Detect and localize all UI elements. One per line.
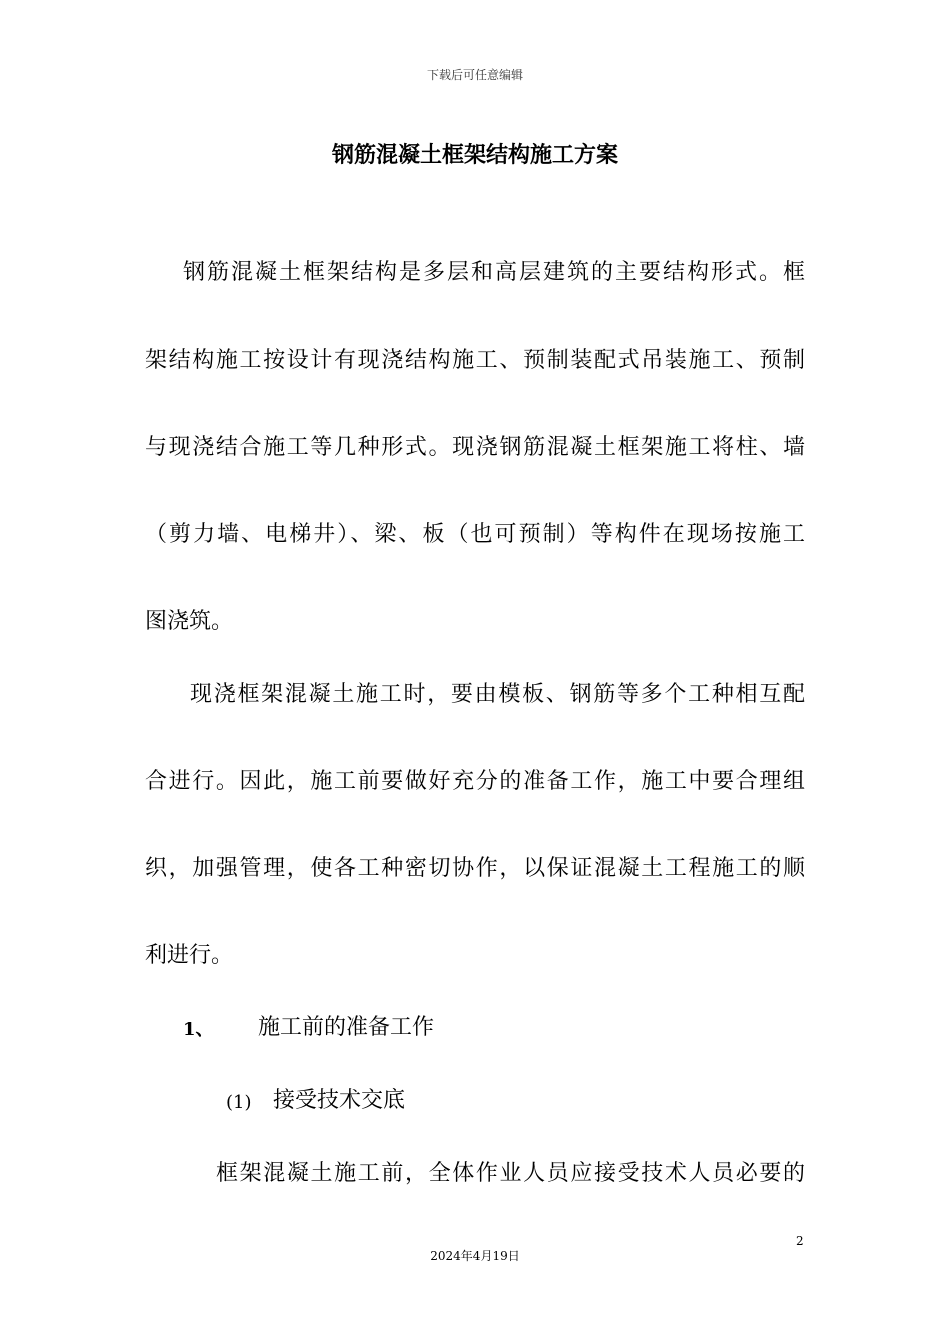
page-header-note: 下载后可任意编辑: [426, 68, 523, 82]
page-date: 2024年4月19日: [430, 1249, 520, 1263]
paragraph-1-line-3: 与现浇结合施工等几种形式。现浇钢筋混凝土框架施工将柱、墙: [145, 435, 805, 460]
page-number: 2: [796, 1234, 804, 1248]
subsection-1-title: 接受技术交底: [273, 1088, 406, 1113]
subsection-1-number: (1): [226, 1092, 252, 1113]
paragraph-1-line-5: 图浇筑。: [145, 609, 234, 634]
paragraph-2-line-2: 合进行。因此，施工前要做好充分的准备工作，施工中要合理组: [145, 769, 805, 794]
paragraph-2-line-3: 织，加强管理，使各工种密切协作，以保证混凝土工程施工的顺: [145, 856, 805, 881]
document-title: 钢筋混凝土框架结构施工方案: [331, 143, 618, 168]
paragraph-1-line-1: 钢筋混凝土框架结构是多层和高层建筑的主要结构形式。框: [183, 260, 805, 285]
paragraph-2-line-1: 现浇框架混凝土施工时，要由模板、钢筋等多个工种相互配: [190, 682, 805, 707]
paragraph-3-line-1: 框架混凝土施工前，全体作业人员应接受技术人员必要的: [216, 1161, 805, 1186]
section-1-number: 1、: [183, 1019, 214, 1040]
paragraph-2-line-4: 利进行。: [145, 943, 234, 968]
paragraph-1-line-4: （剪力墙、电梯井）、梁、板（也可预制）等构件在现场按施工: [145, 522, 805, 547]
section-1-title: 施工前的准备工作: [258, 1015, 435, 1040]
paragraph-1-line-2: 架结构施工按设计有现浇结构施工、预制装配式吊装施工、预制: [145, 348, 805, 373]
